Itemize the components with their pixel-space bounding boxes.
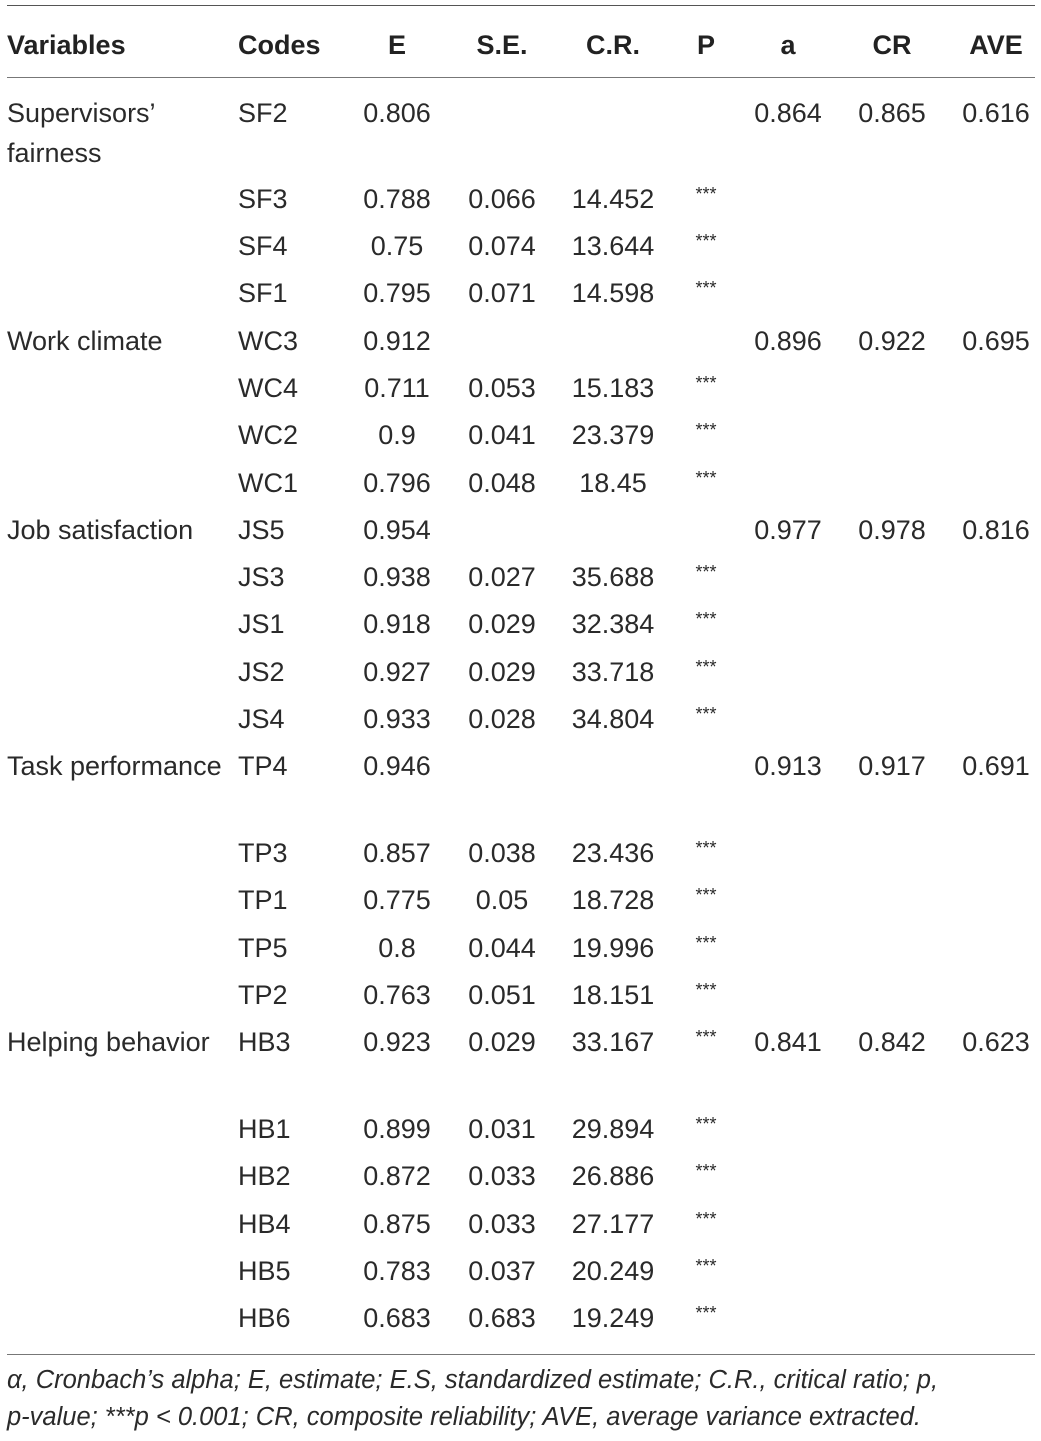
row-estimate: 0.711 (364, 373, 430, 403)
row-alpha: 0.977 (754, 515, 822, 545)
table-row (7, 699, 1035, 739)
row-alpha: 0.864 (754, 98, 822, 128)
header-estimate: E (387, 30, 406, 60)
row-p-value: *** (695, 184, 717, 204)
row-code: HB3 (238, 1027, 291, 1057)
table-row (7, 652, 1035, 692)
row-code: TP1 (238, 885, 288, 915)
row-critical-ratio: 18.728 (571, 885, 655, 915)
row-code: JS1 (238, 609, 285, 639)
table-row (7, 880, 1035, 920)
row-standard-error: 0.044 (468, 933, 536, 963)
table-row (7, 1251, 1035, 1291)
row-critical-ratio: 19.996 (571, 933, 655, 963)
table-row (7, 928, 1035, 968)
table-row (7, 368, 1035, 408)
row-variable: Helping behavior (7, 1027, 210, 1057)
row-variable: Job satisfaction (7, 515, 194, 545)
row-estimate: 0.954 (363, 515, 431, 545)
header-alpha: a (780, 30, 796, 60)
row-code: WC1 (238, 468, 298, 498)
row-estimate: 0.783 (363, 1256, 431, 1286)
row-code: JS4 (238, 704, 285, 734)
row-code: TP5 (238, 933, 288, 963)
row-estimate: 0.875 (363, 1209, 431, 1239)
row-p-value: *** (695, 1161, 717, 1181)
row-estimate: 0.795 (363, 278, 431, 308)
row-standard-error: 0.028 (468, 704, 536, 734)
row-ave: 0.695 (962, 326, 1030, 356)
row-critical-ratio: 34.804 (571, 704, 655, 734)
row-standard-error: 0.05 (475, 885, 529, 915)
table-row (7, 833, 1035, 873)
row-alpha: 0.841 (754, 1027, 822, 1057)
table-row (7, 321, 1035, 361)
row-estimate: 0.683 (363, 1303, 431, 1333)
table-row (7, 604, 1035, 644)
row-code: JS2 (238, 657, 285, 687)
table-row (7, 1298, 1035, 1338)
row-standard-error: 0.031 (468, 1114, 536, 1144)
row-critical-ratio: 19.249 (571, 1303, 655, 1333)
table-row (7, 415, 1035, 455)
row-estimate: 0.918 (363, 609, 431, 639)
row-p-value: *** (695, 1027, 717, 1047)
row-code: SF4 (238, 231, 288, 261)
row-code: JS3 (238, 562, 285, 592)
row-estimate: 0.933 (363, 704, 431, 734)
row-critical-ratio: 13.644 (571, 231, 655, 261)
row-p-value: *** (695, 562, 717, 582)
footnote-line-1: α, Cronbach’s alpha; E, estimate; E.S, standardized estimate; C.R., critical ratio; p, (7, 1366, 939, 1394)
row-estimate: 0.912 (363, 326, 431, 356)
row-code: HB2 (238, 1161, 291, 1191)
row-p-value: *** (695, 609, 717, 629)
table-row (7, 1109, 1035, 1149)
table-row (7, 975, 1035, 1015)
table-row (7, 1156, 1035, 1196)
row-ave: 0.623 (962, 1027, 1030, 1057)
footnote-line-2: p-value; ***p < 0.001; CR, composite reliability; AVE, average variance extracted. (7, 1403, 921, 1431)
row-standard-error: 0.033 (468, 1161, 536, 1191)
row-composite-reliability: 0.922 (858, 326, 926, 356)
row-standard-error: 0.027 (468, 562, 536, 592)
table-row (7, 93, 1035, 168)
row-code: HB1 (238, 1114, 291, 1144)
row-standard-error: 0.037 (468, 1256, 536, 1286)
row-p-value: *** (695, 468, 717, 488)
row-estimate: 0.872 (363, 1161, 431, 1191)
row-estimate: 0.8 (378, 933, 416, 963)
row-critical-ratio: 26.886 (571, 1161, 655, 1191)
row-critical-ratio: 18.151 (571, 980, 655, 1010)
row-p-value: *** (695, 1256, 717, 1276)
row-p-value: *** (695, 373, 717, 393)
table-footnote (7, 1362, 1035, 1436)
row-estimate: 0.775 (363, 885, 431, 915)
row-composite-reliability: 0.978 (858, 515, 926, 545)
row-standard-error: 0.038 (468, 838, 536, 868)
row-critical-ratio: 15.183 (571, 373, 655, 403)
row-critical-ratio: 23.436 (571, 838, 655, 868)
row-p-value: *** (695, 278, 717, 298)
row-ave: 0.691 (962, 751, 1030, 781)
header-ave: AVE (969, 30, 1023, 60)
row-estimate: 0.923 (363, 1027, 431, 1057)
row-p-value: *** (695, 1114, 717, 1134)
table-bottom-rule (7, 1354, 1035, 1355)
row-critical-ratio: 32.384 (571, 609, 655, 639)
row-composite-reliability: 0.842 (858, 1027, 926, 1057)
row-standard-error: 0.029 (468, 657, 536, 687)
row-critical-ratio: 27.177 (571, 1209, 655, 1239)
row-variable: Task performance (7, 751, 222, 781)
table-row (7, 179, 1035, 219)
row-code: SF3 (238, 184, 288, 214)
row-p-value: *** (695, 231, 717, 251)
row-variable: Work climate (7, 326, 163, 356)
row-code: WC2 (238, 420, 298, 450)
row-standard-error: 0.041 (468, 420, 536, 450)
row-variable: Supervisors’ fairness (7, 98, 155, 168)
row-standard-error: 0.071 (468, 278, 536, 308)
header-critical-ratio: C.R. (586, 30, 640, 60)
row-standard-error: 0.033 (468, 1209, 536, 1239)
row-estimate: 0.788 (363, 184, 431, 214)
row-standard-error: 0.051 (468, 980, 536, 1010)
row-p-value: *** (695, 704, 717, 724)
row-p-value: *** (695, 1209, 717, 1229)
row-standard-error: 0.029 (468, 1027, 536, 1057)
row-critical-ratio: 20.249 (571, 1256, 655, 1286)
row-standard-error: 0.029 (468, 609, 536, 639)
table-row (7, 273, 1035, 313)
table-row (7, 463, 1035, 503)
row-critical-ratio: 29.894 (571, 1114, 655, 1144)
row-composite-reliability: 0.917 (858, 751, 926, 781)
table-row (7, 557, 1035, 597)
row-critical-ratio: 33.718 (571, 657, 655, 687)
header-codes: Codes (238, 30, 321, 60)
row-critical-ratio: 14.452 (571, 184, 655, 214)
row-standard-error: 0.053 (468, 373, 536, 403)
row-estimate: 0.946 (363, 751, 431, 781)
table-row (7, 510, 1035, 550)
row-standard-error: 0.683 (468, 1303, 536, 1333)
row-standard-error: 0.074 (468, 231, 536, 261)
row-estimate: 0.75 (370, 231, 424, 261)
row-standard-error: 0.048 (468, 468, 536, 498)
row-code: HB4 (238, 1209, 291, 1239)
row-p-value: *** (695, 933, 717, 953)
row-standard-error: 0.066 (468, 184, 536, 214)
row-composite-reliability: 0.865 (858, 98, 926, 128)
row-p-value: *** (695, 885, 717, 905)
row-ave: 0.616 (962, 98, 1030, 128)
row-code: HB6 (238, 1303, 291, 1333)
header-p: P (696, 30, 715, 60)
table-row (7, 1204, 1035, 1244)
row-alpha: 0.913 (754, 751, 822, 781)
row-estimate: 0.927 (363, 657, 431, 687)
header-standard-error: S.E. (476, 30, 528, 60)
row-code: TP4 (238, 751, 288, 781)
row-estimate: 0.9 (378, 420, 416, 450)
row-code: SF1 (238, 278, 288, 308)
row-estimate: 0.806 (363, 98, 431, 128)
row-code: TP3 (238, 838, 288, 868)
row-critical-ratio: 33.167 (571, 1027, 655, 1057)
row-ave: 0.816 (962, 515, 1030, 545)
row-estimate: 0.899 (363, 1114, 431, 1144)
row-p-value: *** (695, 657, 717, 677)
row-estimate: 0.796 (363, 468, 431, 498)
row-p-value: *** (695, 420, 717, 440)
row-estimate: 0.857 (363, 838, 431, 868)
row-estimate: 0.938 (363, 562, 431, 592)
row-alpha: 0.896 (754, 326, 822, 356)
row-estimate: 0.763 (363, 980, 431, 1010)
table-row (7, 226, 1035, 266)
header-variables: Variables (7, 30, 126, 60)
row-code: SF2 (238, 98, 288, 128)
row-critical-ratio: 23.379 (571, 420, 655, 450)
row-code: JS5 (238, 515, 285, 545)
table-header-row (7, 25, 1035, 65)
row-p-value: *** (695, 980, 717, 1000)
table-top-rule (7, 5, 1035, 6)
row-critical-ratio: 35.688 (571, 562, 655, 592)
row-p-value: *** (695, 838, 717, 858)
row-code: HB5 (238, 1256, 291, 1286)
table-row (7, 746, 1035, 786)
row-code: TP2 (238, 980, 288, 1010)
row-critical-ratio: 14.598 (571, 278, 655, 308)
header-composite-reliability: CR (872, 30, 912, 60)
table-row (7, 1022, 1035, 1062)
row-p-value: *** (695, 1303, 717, 1323)
row-code: WC4 (238, 373, 298, 403)
row-code: WC3 (238, 326, 298, 356)
table-header-rule (7, 77, 1035, 78)
row-critical-ratio: 18.45 (579, 468, 647, 498)
